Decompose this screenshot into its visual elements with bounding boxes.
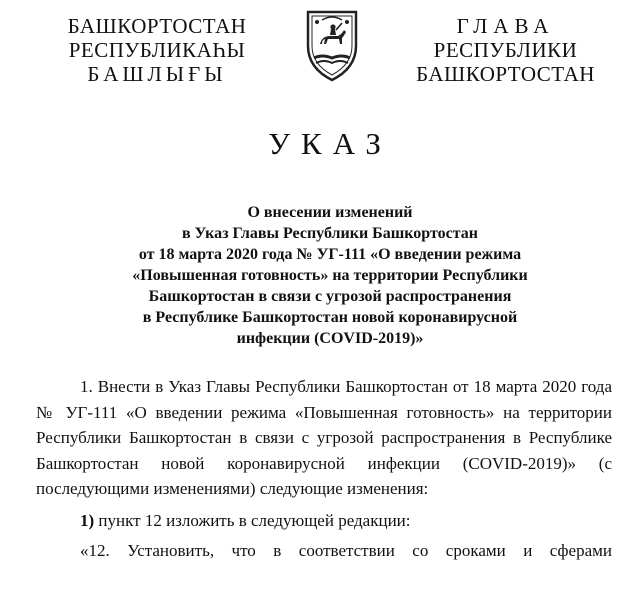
sub-item-number: 1) xyxy=(80,510,95,530)
decree-subtitle xyxy=(60,202,600,349)
subtitle-line: в Республике Башкортостан новой коронавирусной xyxy=(142,309,518,326)
header-right-line: ГЛАВА xyxy=(456,14,555,38)
subtitle-line: Башкортостан в связи с угрозой распространения xyxy=(148,288,512,305)
subtitle-line: в Указ Главы Республики Башкортостан xyxy=(182,225,478,242)
header-left-line: РЕСПУБЛИКАҺЫ xyxy=(68,38,246,62)
header-right-title xyxy=(388,14,623,86)
header-left-line: БАШЛЫҒЫ xyxy=(87,62,227,86)
subtitle-line: О внесении изменений xyxy=(247,204,413,221)
coat-of-arms-icon xyxy=(300,6,364,84)
document-header xyxy=(0,0,640,100)
header-right-line: БАШКОРТОСТАН xyxy=(416,62,595,86)
quoted-clause-start: «12. Установить, что в соответствии со сроками и сферами xyxy=(80,541,612,560)
decree-title: УКАЗ xyxy=(268,126,392,161)
header-left-title xyxy=(52,14,262,86)
header-right-line: РЕСПУБЛИКИ xyxy=(433,38,578,62)
subtitle-line: «Повышенная готовность» на территории Республики xyxy=(132,267,528,284)
sub-item-1 xyxy=(36,508,612,534)
header-left-line: БАШКОРТОСТАН xyxy=(67,14,247,38)
subtitle-line: инфекции (COVID-2019)» xyxy=(236,330,424,347)
sub-item-text: пункт 12 изложить в следующей редакции: xyxy=(94,510,411,530)
subtitle-line: от 18 марта 2020 года № УГ-111 «О введении режима xyxy=(138,246,522,263)
paragraph-1: 1. Внести в Указ Главы Республики Башкортостан от 18 марта 2020 года № УГ-111 «О введении режима «Повышенная готовность» на территории Республики Башкортостан в связи с угрозой распространения в Республике Башкортостан новой коронавирусной инфекции (COVID-2019)» (с последующими изменениями) следующие изменения: xyxy=(36,377,612,498)
decree-body xyxy=(36,374,612,564)
